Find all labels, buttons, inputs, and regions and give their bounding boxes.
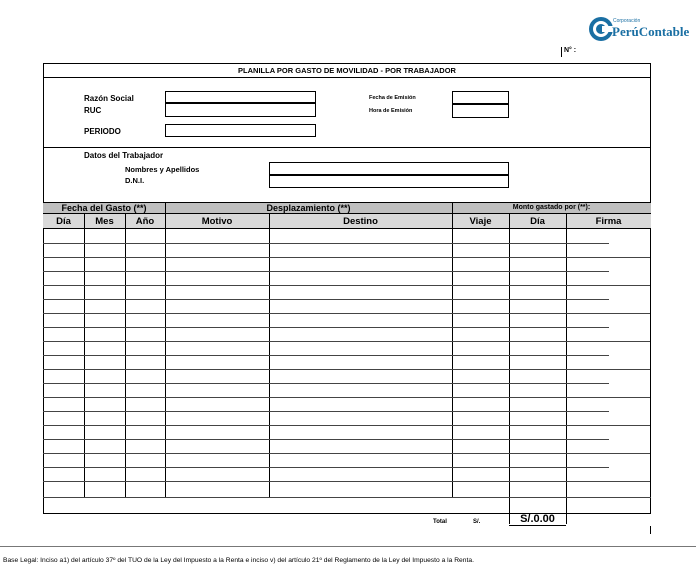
table-row[interactable] xyxy=(43,411,609,412)
total-value: S/.0.00 xyxy=(520,513,555,525)
currency-label: S/. xyxy=(473,519,481,525)
logo-brand-text: PerúContable xyxy=(612,24,690,39)
table-row[interactable] xyxy=(43,271,609,272)
table-row[interactable] xyxy=(43,299,609,300)
dni-label: D.N.I. xyxy=(125,176,145,185)
table-row[interactable] xyxy=(43,341,651,342)
col-header-motivo: Motivo xyxy=(201,216,233,227)
table-row[interactable] xyxy=(43,327,609,328)
table-row[interactable] xyxy=(43,497,651,498)
group-header-desplazamiento: Desplazamiento (**) xyxy=(266,203,351,213)
razon-social-field[interactable] xyxy=(165,91,316,103)
nombres-label: Nombres y Apellidos xyxy=(125,165,200,174)
ruc-label: RUC xyxy=(84,106,102,115)
group-header-fecha: Fecha del Gasto (**) xyxy=(61,203,147,213)
dni-field[interactable] xyxy=(269,175,509,188)
col-header-firma: Firma xyxy=(595,216,622,227)
total-label: Total xyxy=(433,519,447,525)
table-row[interactable] xyxy=(43,369,651,370)
company-logo xyxy=(588,14,696,44)
base-legal-text: Base Legal: Inciso a1) del artículo 37º del TUO de la Ley del Impuesto a la Renta e inciso v) del artículo 21º del Reglamento de la Ley del Impuesto a la Renta. xyxy=(3,557,474,564)
table-row[interactable] xyxy=(43,313,651,314)
nombres-field[interactable] xyxy=(269,162,509,175)
table-row[interactable] xyxy=(43,425,651,426)
table-row[interactable] xyxy=(43,467,609,468)
razon-social-label: Razón Social xyxy=(84,94,134,103)
table-row[interactable] xyxy=(43,355,609,356)
hora-emision-field[interactable] xyxy=(452,104,509,118)
col-header-viaje: Viaje xyxy=(469,216,492,227)
table-row[interactable] xyxy=(43,453,651,454)
table-row[interactable] xyxy=(43,481,651,482)
col-header-dia: Día xyxy=(56,216,71,227)
logo-mark-icon xyxy=(588,14,614,44)
table-row[interactable] xyxy=(43,439,609,440)
table-row[interactable] xyxy=(43,397,651,398)
form-title: PLANILLA POR GASTO DE MOVILIDAD - POR TRABAJADOR xyxy=(238,66,456,75)
col-header-mes: Mes xyxy=(95,216,114,227)
hora-emision-label: Hora de Emisión xyxy=(369,108,413,114)
group-header-monto: Monto gastado por (**): xyxy=(512,204,591,211)
periodo-field[interactable] xyxy=(165,124,316,137)
table-body xyxy=(43,214,651,514)
col-header-ano: Año xyxy=(135,216,155,227)
col-header-destino: Destino xyxy=(343,216,378,227)
fecha-emision-label: Fecha de Emisión xyxy=(369,95,416,101)
periodo-label: PERIODO xyxy=(84,127,121,136)
fecha-emision-field[interactable] xyxy=(452,91,509,104)
doc-number-field[interactable] xyxy=(561,47,691,58)
col-header-dia-monto: Día xyxy=(530,216,545,227)
doc-number-label: N° : xyxy=(564,47,577,54)
table-row[interactable] xyxy=(43,257,651,258)
table-row[interactable] xyxy=(43,285,651,286)
logo-corp-label: Corporación xyxy=(613,18,641,24)
datos-trabajador-label: Datos del Trabajador xyxy=(84,151,164,160)
table-row[interactable] xyxy=(43,383,609,384)
ruc-field[interactable] xyxy=(165,103,316,117)
table-row[interactable] xyxy=(43,243,609,244)
footer-divider xyxy=(0,546,696,547)
